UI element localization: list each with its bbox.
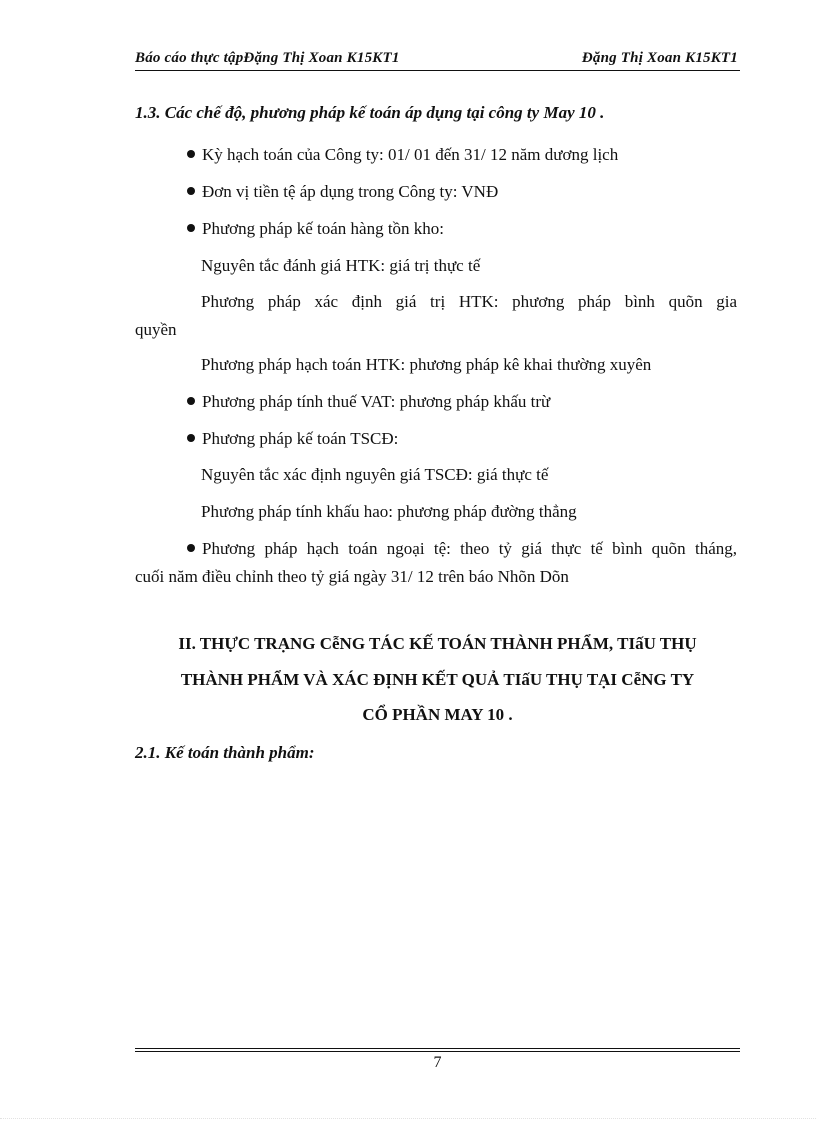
footer-rule: [135, 1048, 740, 1049]
text-inventory-cost-method-cont: quyền: [135, 320, 177, 339]
text-inventory-valuation: Nguyên tắc đánh giá HTK: giá trị thực tế: [201, 256, 481, 275]
list-item-accounting-period: Kỳ hạch toán của Công ty: 01/ 01 đến 31/ 12 năm dương lịch: [187, 145, 618, 165]
page-number: 7: [433, 1054, 442, 1071]
list-item-vat-method: Phương pháp tính thuế VAT: phương pháp khấu trừ: [187, 392, 550, 412]
page-header: [135, 48, 740, 70]
header-right-text: Đặng Thị Xoan K15KT1: [581, 50, 738, 66]
list-item-foreign-currency: Phương pháp hạch toán ngoại tệ: theo tỷ giá thực tế bình quõn tháng,: [187, 539, 737, 559]
bullet-icon: [187, 224, 195, 232]
page-bottom-edge: [0, 1118, 816, 1119]
subsection-2-1-heading: 2.1. Kế toán thành phẩm:: [135, 743, 315, 762]
text-depreciation: Phương pháp tính khấu hao: phương pháp đường thẳng: [201, 502, 577, 521]
bullet-icon: [187, 434, 195, 442]
bullet-icon: [187, 150, 195, 158]
footer-rule: [135, 1051, 740, 1052]
text-inventory-accounting: Phương pháp hạch toán HTK: phương pháp kê khai thường xuyên: [201, 355, 652, 374]
section-1-3-heading: 1.3. Các chế độ, phương pháp kế toán áp dụng tại công ty May 10 .: [135, 103, 605, 122]
bullet-icon: [187, 544, 195, 552]
list-item-inventory-method: Phương pháp kế toán hàng tồn kho:: [187, 219, 444, 239]
section-ii-heading-line2: THÀNH PHẨM VÀ XÁC ĐỊNH KẾT QUẢ TIấU THỤ TẠI CễNG TY: [180, 670, 695, 689]
text-foreign-currency-cont: cuối năm điều chỉnh theo tỷ giá ngày 31/ 12 trên báo Nhõn Dõn: [135, 567, 569, 586]
text-fixed-asset-cost: Nguyên tắc xác định nguyên giá TSCĐ: giá thực tế: [201, 465, 549, 484]
list-item-fixed-asset-method: Phương pháp kế toán TSCĐ:: [187, 429, 398, 449]
bullet-icon: [187, 397, 195, 405]
text-inventory-cost-method: Phương pháp xác định giá trị HTK: phương pháp bình quõn gia: [201, 292, 737, 311]
section-ii-heading-line1: II. THỰC TRẠNG CễNG TÁC KẾ TOÁN THÀNH PHẨM, TIấU THỤ: [178, 634, 697, 653]
bullet-icon: [187, 187, 195, 195]
header-left-text: Báo cáo thực tậpĐặng Thị Xoan K15KT1: [135, 50, 400, 66]
list-item-currency: Đơn vị tiền tệ áp dụng trong Công ty: VNĐ: [187, 182, 498, 202]
header-rule: [135, 70, 740, 71]
section-ii-heading-line3: CỔ PHẦN MAY 10 .: [362, 705, 513, 724]
